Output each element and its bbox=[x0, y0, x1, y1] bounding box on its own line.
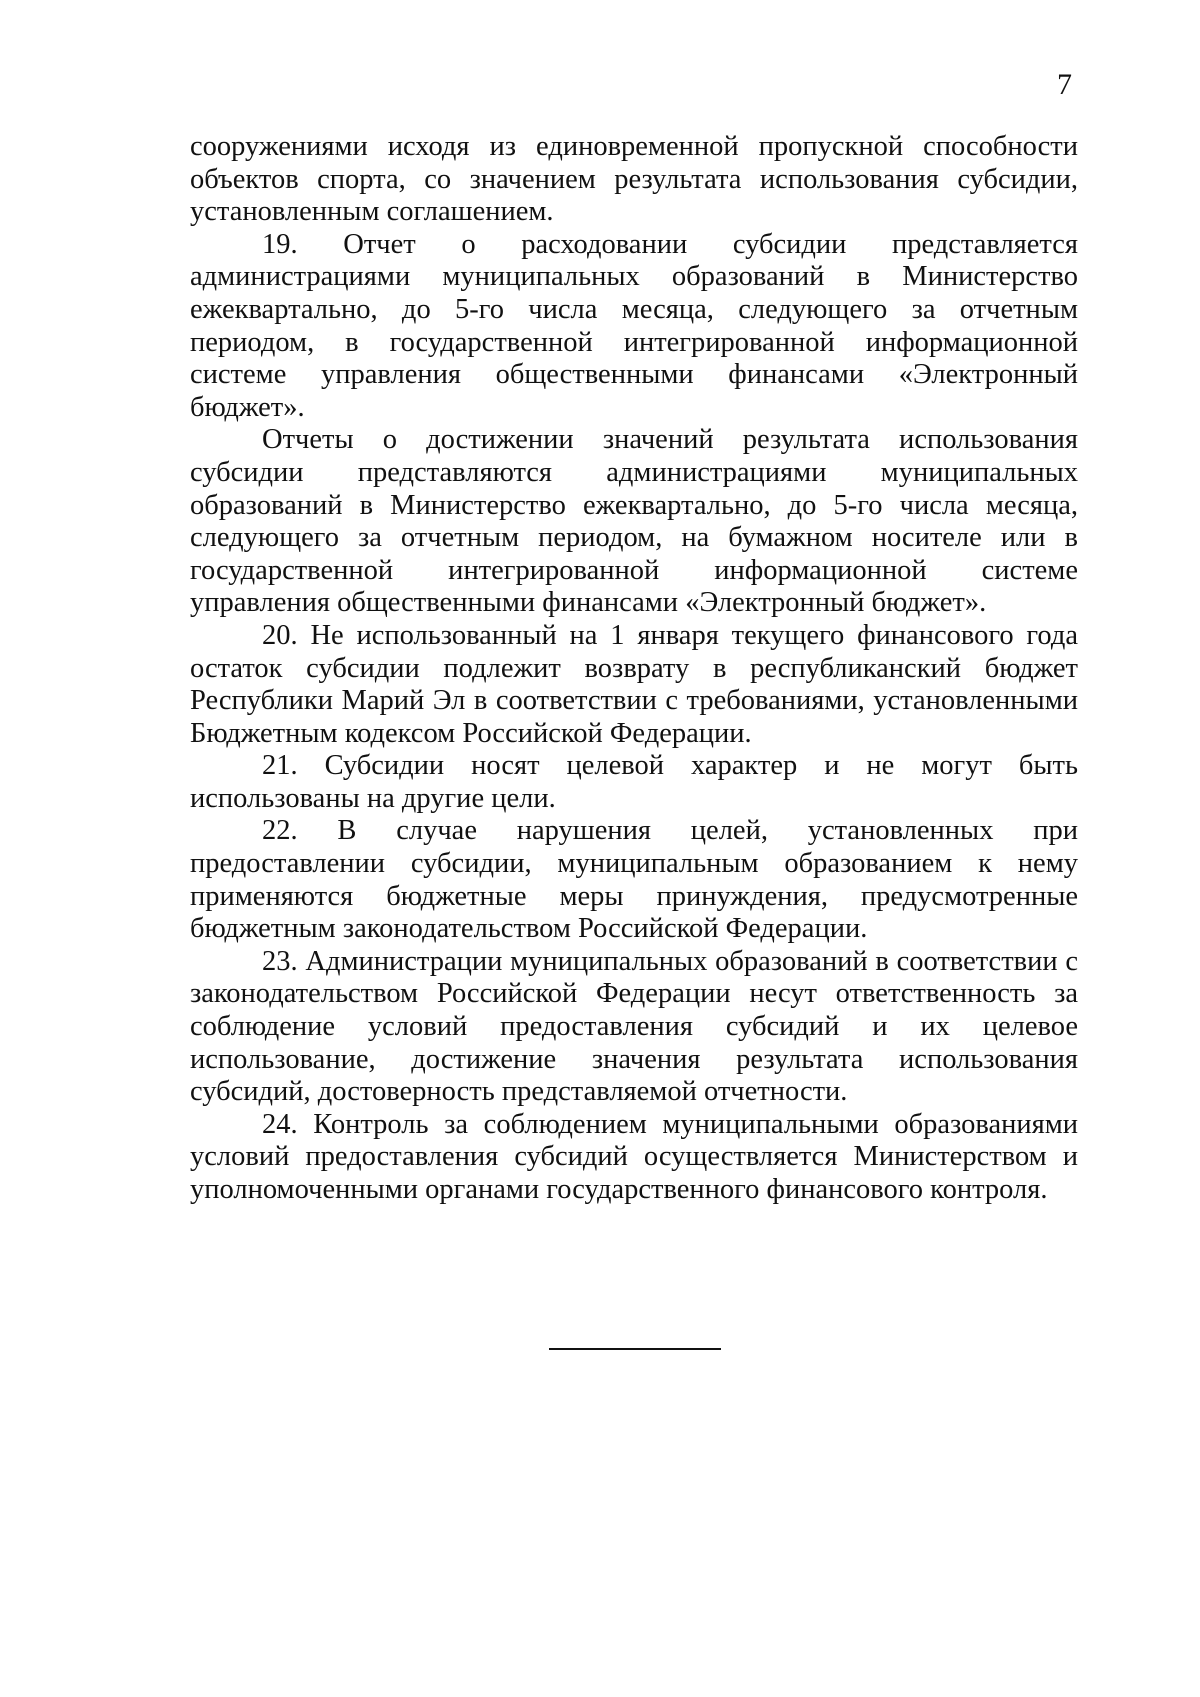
paragraph-21-targeted-use: 21. Субсидии носят целевой характер и не могут быть использованы на другие цели. bbox=[190, 750, 1078, 814]
paragraph-22-violations: 22. В случае нарушения целей, установленных при предоставлении субсидии, муниципальным образованием к нему применяются бюджетные меры принуждения, предусмотренные бюджетным законодательством Российской Федерации. bbox=[190, 815, 1078, 945]
paragraph-20-unused-balance: 20. Не использованный на 1 января текущего финансового года остаток субсидии подлежит возврату в республиканский бюджет Республики Марий Эл в соответствии с требованиями, установленными Бюджетным кодексом Российской Федерации. bbox=[190, 619, 1078, 749]
paragraph-continuation: сооружениями исходя из единовременной пропускной способности объектов спорта, со значением результата использования субсидии, установленным соглашением. bbox=[190, 131, 1078, 228]
paragraph-24-control: 24. Контроль за соблюдением муниципальными образованиями условий предоставления субсидий осуществляется Министерством и уполномоченными органами государственного финансового контроля. bbox=[190, 1108, 1078, 1205]
paragraph-19-results-reports: Отчеты о достижении значений результата использования субсидии представляются администрациями муниципальных образований в Министерство ежеквартально, до 5-го числа месяца, следующего за отчетным периодом, на бумажном носителе или в государственной интегрированной информационной системе управления общественными финансами «Электронный бюджет». bbox=[190, 424, 1078, 619]
end-of-document-line bbox=[549, 1348, 721, 1350]
paragraph-23-responsibility: 23. Администрации муниципальных образований в соответствии с законодательством Российской Федерации несут ответственность за соблюдение условий предоставления субсидий и их целевое использование, достижение значения результата использования субсидий, достоверность представляемой отчетности. bbox=[190, 945, 1078, 1108]
page-number: 7 bbox=[1057, 68, 1072, 101]
paragraph-19-report: 19. Отчет о расходовании субсидии представляется администрациями муниципальных образований в Министерство ежеквартально, до 5-го числа месяца, следующего за отчетным периодом, в государственной интегрированной информационной системе управления общественными финансами «Электронный бюджет». bbox=[190, 228, 1078, 423]
document-body bbox=[190, 131, 1078, 1207]
